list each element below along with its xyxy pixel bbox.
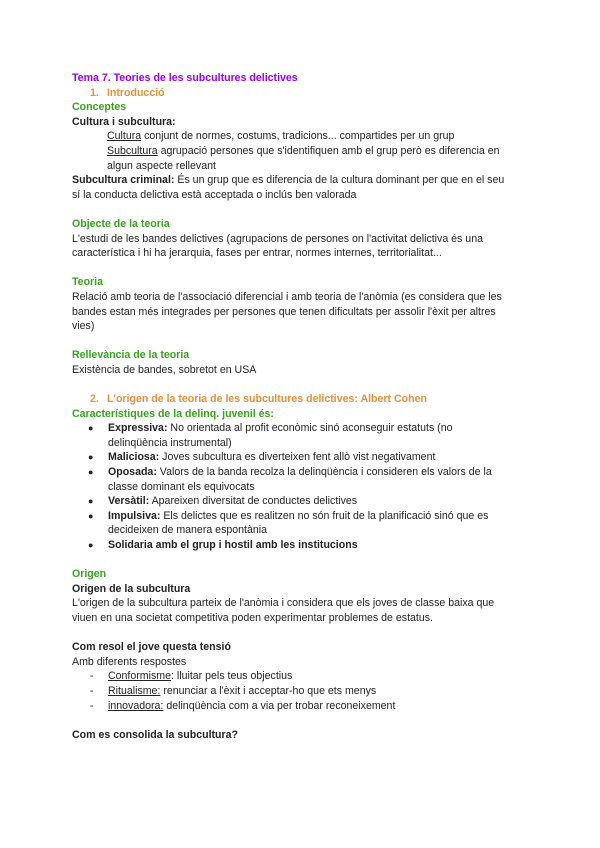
item-term: Ritualisme: bbox=[108, 684, 161, 697]
item-term: Versàtil: bbox=[108, 495, 150, 508]
document-title: Tema 7. Teories de les subcultures delictives bbox=[72, 72, 298, 84]
list-item bbox=[72, 421, 532, 436]
origen-text-1: L'origen de la subcultura parteix de l'anòmia i considera que els joves de classe baixa que bbox=[72, 597, 495, 610]
objecte-heading: Objecte de la teoria bbox=[72, 217, 170, 230]
dash-icon: - bbox=[90, 670, 94, 683]
subcultura-def-text: agrupació persones que s'identifiquen amb el grup però es diferencia en bbox=[157, 144, 500, 157]
dash-icon: - bbox=[90, 684, 94, 697]
list-item-cont: delinqüència instrumental) bbox=[108, 436, 232, 449]
criminal-def-text: És un grup que es diferencia de la cultura dominant per que en el seu bbox=[174, 174, 505, 187]
section-1-heading bbox=[72, 86, 532, 101]
list-item bbox=[72, 494, 532, 509]
item-text: Valors de la banda recolza la delinqüència i consideren els valors de la bbox=[156, 466, 492, 479]
list-item bbox=[72, 465, 532, 480]
criminal-definition-cont: sí la conducta delictiva està acceptada o inclús ben valorada bbox=[72, 188, 357, 201]
list-item bbox=[72, 538, 532, 553]
rellevancia-text: Existència de bandes, sobretot en USA bbox=[72, 363, 257, 376]
consolida-heading: Com es consolida la subcultura? bbox=[72, 728, 239, 741]
criminal-definition bbox=[72, 173, 532, 188]
objecte-text-2: característica i hi ha jerarquia, fases per entrar, normes internes, territorialitat... bbox=[72, 247, 442, 260]
subcultura-term: Subcultura bbox=[107, 144, 158, 157]
list-item bbox=[72, 450, 532, 465]
teoria-text-1: Relació amb teoria de l'associació diferencial i amb teoria de l'anòmia (es considera que les bbox=[72, 290, 502, 303]
cultura-def-text: conjunt de normes, costums, tradicions... compartides per un grup bbox=[141, 130, 455, 143]
bullet-icon: ● bbox=[88, 510, 94, 521]
document-page bbox=[72, 71, 532, 742]
item-text: delinqüència com a via per trobar reconeixement bbox=[163, 699, 396, 712]
bullet-icon: ● bbox=[88, 467, 94, 478]
list-item bbox=[72, 509, 532, 524]
list-item bbox=[72, 699, 532, 714]
teoria-text-3: vies) bbox=[72, 320, 95, 333]
subcultura-definition-cont: algun aspecte rellevant bbox=[107, 159, 216, 172]
origen-text-2: viuen en una societat competitiva poden experimentar problemes de estatus. bbox=[72, 611, 433, 624]
item-term: innovadora: bbox=[108, 699, 164, 712]
item-text: No orientada al profit econòmic sinó aconseguir estatuts (no bbox=[167, 422, 453, 435]
list-item bbox=[72, 684, 532, 699]
objecte-text-1: L'estudi de les bandes delictives (agrupacions de persones on l'activitat delictiva és una bbox=[72, 232, 483, 245]
section-1-number: 1. bbox=[90, 86, 99, 99]
origen-subheading: Origen de la subcultura bbox=[72, 582, 191, 595]
section-2-heading bbox=[72, 392, 532, 407]
item-term: Solidaria amb el grup i hostil amb les institucions bbox=[108, 539, 358, 551]
cultura-label: Cultura i subcultura: bbox=[72, 115, 176, 128]
criminal-label: Subcultura criminal: bbox=[72, 174, 175, 187]
item-term: Conformisme bbox=[108, 670, 171, 683]
teoria-heading: Teoria bbox=[72, 276, 104, 289]
item-text: Apareixen diversitat de conductes delictives bbox=[149, 495, 358, 508]
list-item-cont: classe dominant els equivocats bbox=[108, 480, 255, 493]
item-term: Oposada: bbox=[108, 466, 157, 479]
list-item bbox=[72, 669, 532, 684]
item-text: renunciar a l'èxit i acceptar-ho que ets menys bbox=[160, 684, 377, 697]
bullet-icon: ● bbox=[88, 496, 94, 507]
dash-icon: - bbox=[90, 699, 94, 712]
caracteristiques-heading: Característiques de la delinq. juvenil és: bbox=[72, 407, 274, 420]
tensio-intro: Amb diferents respostes bbox=[72, 655, 187, 668]
bullet-icon: ● bbox=[88, 540, 94, 550]
item-text: Joves subcultura es diverteixen fent allò vist negativament bbox=[159, 451, 436, 464]
section-1-title: Introducció bbox=[106, 86, 165, 99]
item-term: Maliciosa: bbox=[108, 451, 160, 464]
bullet-icon: ● bbox=[88, 452, 94, 463]
rellevancia-heading: Rellevància de la teoria bbox=[72, 349, 190, 362]
teoria-text-2: bandes estan més integrades per persones que tenen dificultats per assolir l'èxit per altres bbox=[72, 305, 496, 318]
list-item-cont: decideixen de manera espontània bbox=[108, 524, 268, 537]
origen-heading: Origen bbox=[72, 568, 107, 581]
bullet-icon: ● bbox=[88, 423, 94, 434]
cultura-term: Cultura bbox=[107, 130, 142, 143]
conceptes-heading: Conceptes bbox=[72, 101, 127, 114]
section-2-number: 2. bbox=[90, 393, 99, 406]
item-term: Expressiva: bbox=[108, 422, 168, 435]
item-text: : lluitar pels teus objectius bbox=[171, 670, 293, 683]
item-term: Impulsiva: bbox=[108, 509, 161, 522]
item-text: Els delictes que es realitzen no són fruit de la planificació sinó que es bbox=[160, 509, 489, 522]
tensio-heading: Com resol el jove questa tensió bbox=[72, 641, 231, 654]
subcultura-definition bbox=[72, 144, 532, 159]
cultura-definition bbox=[72, 129, 532, 144]
section-2-title: L'origen de la teoria de les subcultures delictives: Albert Cohen bbox=[106, 393, 427, 406]
